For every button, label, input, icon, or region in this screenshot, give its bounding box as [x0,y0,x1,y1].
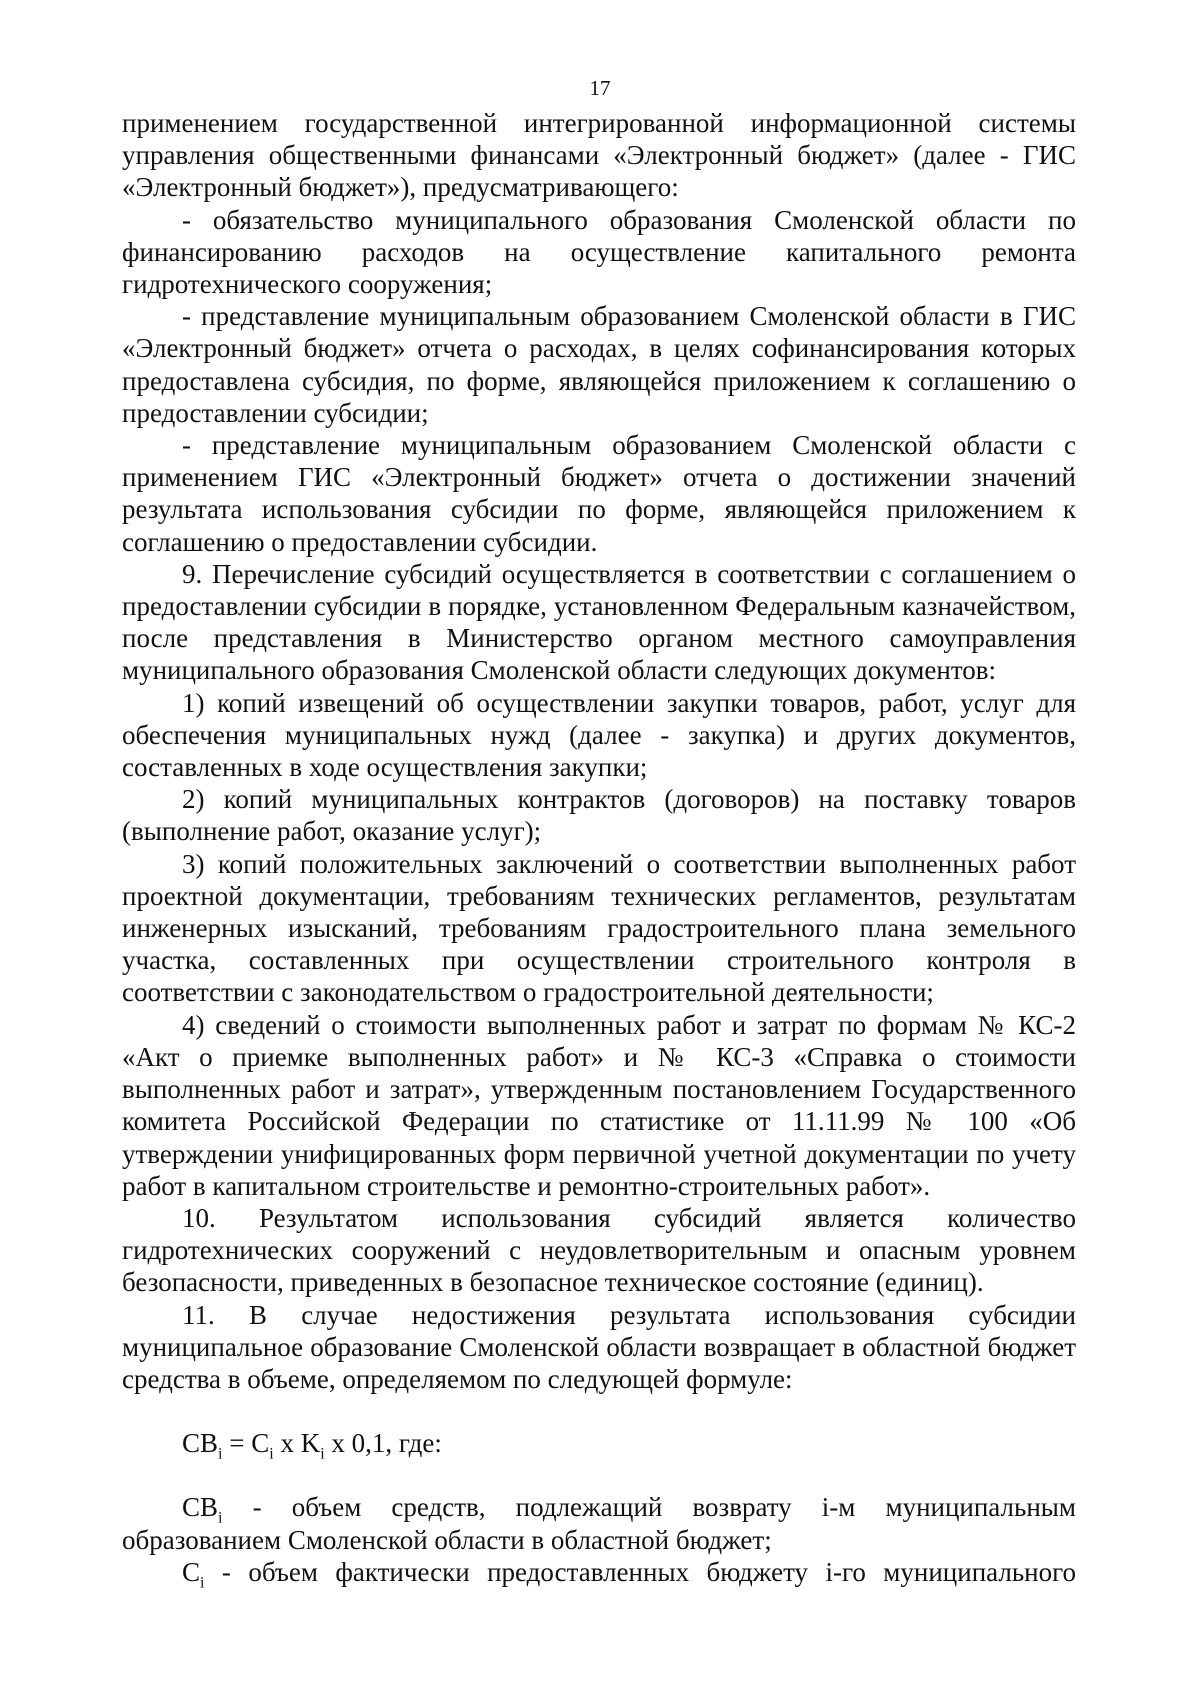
formula-sv: СВ [182,1428,219,1459]
list-item-4: 4) сведений о стоимости выполненных работ и затрат по формам № КС-2 «Акт о приемке выполненных работ» и № КС-3 «Справка о стоимости выполненных работ и затрат», утвержденным постановлением Государственного комитета Российской Федерации по статистике от 11.11.99 № 100 «Об утверждении унифицированных форм первичной учетной документации по учету работ в капитальном строительстве и ремонтно-строительных работ». [122,1009,1076,1201]
paragraph-continuation: применением государственной интегрированной информационной системы управления общественными финансами «Электронный бюджет» (далее - ГИС «Электронный бюджет»), предусматривающего: [122,108,1076,203]
paragraph-obligation: - обязательство муниципального образования Смоленской области по финансированию расходов на осуществление капитального ремонта гидротехнического сооружения; [122,204,1076,300]
formula-eq: = С [222,1428,270,1459]
formula-sub-3: i [320,1445,325,1463]
paragraph-11: 11. В случае недостижения результата использования субсидии муниципальное образование Смоленской области возвращает в областной бюджет средства в объеме, определяемом по следующей формуле: [122,1299,1076,1394]
definition-c-sub: i [200,1574,205,1592]
page-number: 17 [589,76,611,100]
definition-sv [122,1491,1076,1555]
paragraph-expense-report: - представление муниципальным образованием Смоленской области в ГИС «Электронный бюджет» отчета о расходах, в целях софинансирования которых предоставлена субсидия, по форме, являющейся приложением к соглашению о предоставлении субсидии; [122,301,1076,428]
paragraph-10: 10. Результатом использования субсидий является количество гидротехнических сооружений с неудовлетворительным и опасным уровнем безопасности, приведенных в безопасное техническое состояние (единиц). [122,1202,1076,1298]
paragraph-result-report: - представление муниципальным образованием Смоленской области с применением ГИС «Электронный бюджет» отчета о достижении значений результата использования субсидии по форме, являющейся приложением к соглашению о предоставлении субсидии. [122,430,1076,557]
formula-sub-1: i [218,1445,223,1463]
definition-c-text: - объем фактически предоставленных бюджету i-го муниципального [204,1556,1076,1587]
definition-sv-sub: i [218,1509,223,1527]
list-item-2: 2) копий муниципальных контрактов (договоров) на поставку товаров (выполнение работ, оказание услуг); [122,784,1076,847]
definition-c-symbol: С [182,1556,201,1587]
definition-sv-text: - объем средств, подлежащий возврату i-м муниципальным образованием Смоленской области в областной бюджет; [122,1492,1076,1555]
list-item-3: 3) копий положительных заключений о соответствии выполненных работ проектной документации, требованиям технических регламентов, результатам инженерных изысканий, требованиям градостроительного плана земельного участка, составленных при осуществлении строительного контроля в соответствии с законодательством о градостроительной деятельности; [122,848,1076,1008]
definition-c [122,1556,1076,1592]
document-body [122,107,1076,1592]
formula-sub-2: i [269,1445,274,1463]
paragraph-9: 9. Перечисление субсидий осуществляется в соответствии с соглашением о предоставлении субсидии в порядке, установленном Федеральным казначейством, после представления в Министерство органом местного самоуправления муниципального образования Смоленской области следующих документов: [122,558,1076,686]
definition-sv-symbol: СВ [182,1492,219,1523]
formula-mult: x K [273,1428,321,1459]
formula [122,1427,1076,1463]
list-item-1: 1) копий извещений об осуществлении закупки товаров, работ, услуг для обеспечения муниципальных нужд (далее - закупка) и других документов, составленных в ходе осуществления закупки; [122,687,1076,783]
formula-tail: x 0,1, где: [324,1428,442,1459]
